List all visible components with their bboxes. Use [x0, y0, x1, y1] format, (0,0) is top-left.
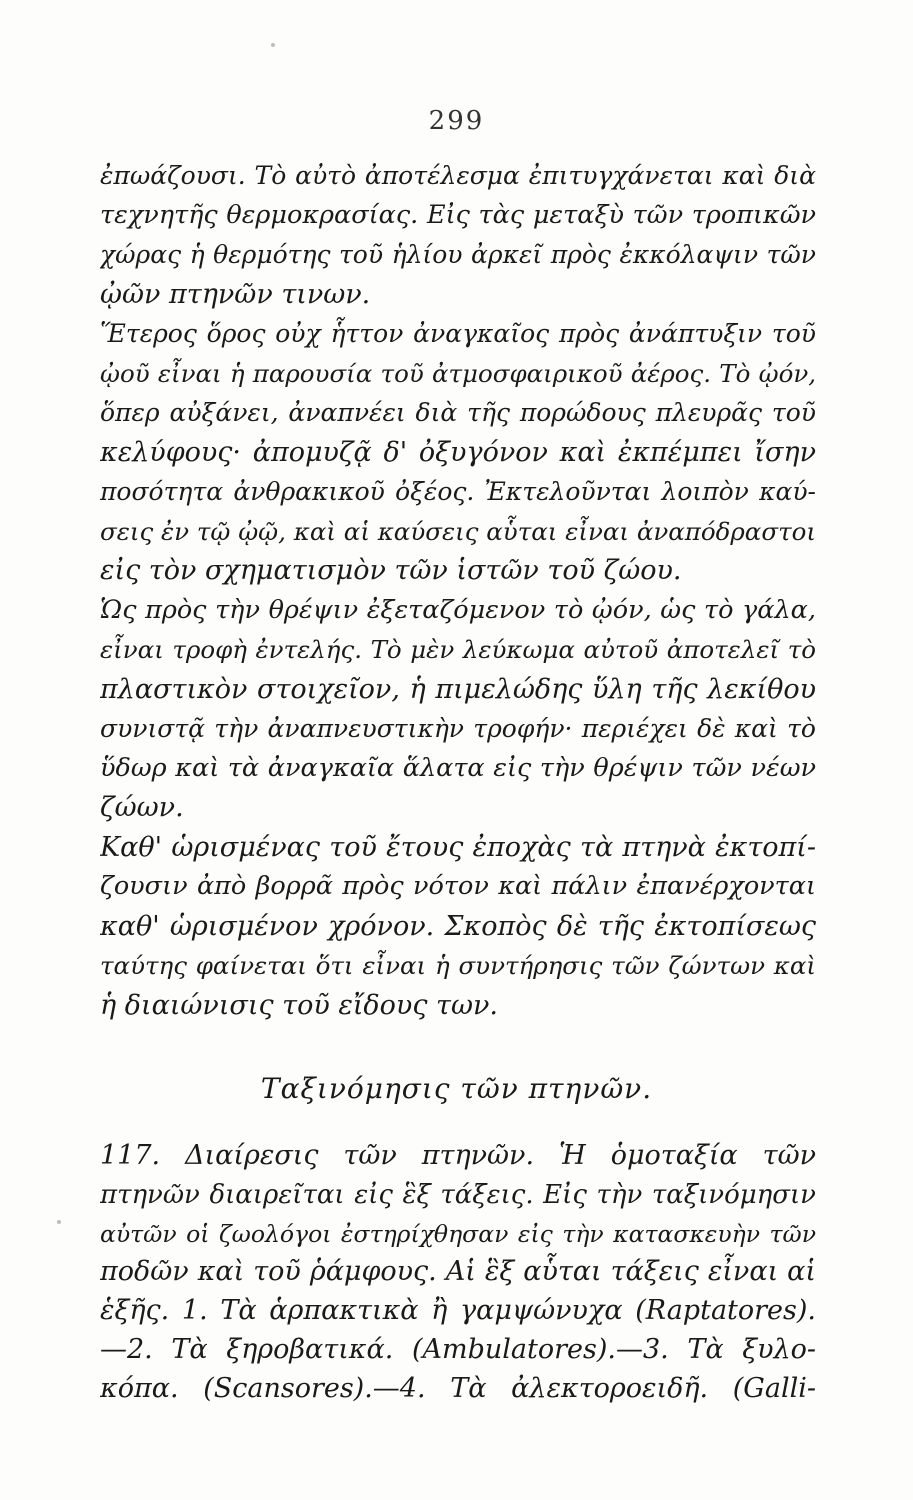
- text-line: Ἕτερος ὅρος οὐχ ἧττον ἀναγκαῖος πρὸς ἀνάπτυξιν τοῦ: [100, 319, 816, 348]
- text-line: εἶναι τροφὴ ἐντελής. Τὸ μὲν λεύκωμα αὐτοῦ ἀποτελεῖ τὸ: [100, 635, 816, 664]
- text-line: ἐπωάζουσι. Τὸ αὐτὸ ἀποτέλεσμα ἐπιτυγχάνεται καὶ διὰ: [100, 161, 816, 190]
- text-line: Καθ' ὡρισμένας τοῦ ἔτους ἐποχὰς τὰ πτηνὰ ἐκτοπί-: [100, 831, 816, 863]
- text-line: ὅπερ αὐξάνει, ἀναπνέει διὰ τῆς πορώδους πλευρᾶς τοῦ: [100, 398, 816, 427]
- text-line: ὕδωρ καὶ τὰ ἀναγκαῖα ἅλατα εἰς τὴν θρέψιν τῶν νέων: [100, 752, 816, 783]
- text-line: αὐτῶν οἱ ζωολόγοι ἐστηρίχθησαν εἰς τὴν κατασκευὴν τῶν: [100, 1219, 816, 1248]
- text-line: ζώων.: [100, 792, 184, 823]
- body-paragraphs: [100, 156, 816, 1025]
- text-line: ζουσιν ἀπὸ βορρᾶ πρὸς νότον καὶ πάλιν ἐπανέρχονται: [100, 871, 816, 901]
- text-line: 117. Διαίρεσις τῶν πτηνῶν. Ἡ ὁμοταξία τῶν: [100, 1140, 816, 1171]
- text-line: συνιστᾷ τὴν ἀναπνευστικὴν τροφήν· περιέχει δὲ καὶ τὸ: [100, 714, 816, 743]
- paper-speck: [271, 43, 275, 47]
- text-line: ἡ διαιώνισις τοῦ εἴδους των.: [100, 989, 498, 1021]
- text-line: εἰς τὸν σχηματισμὸν τῶν ἱστῶν τοῦ ζώου.: [100, 555, 682, 586]
- text-line: πτηνῶν διαιρεῖται εἰς ἓξ τάξεις. Εἰς τὴν ταξινόμησιν: [100, 1179, 816, 1210]
- text-line: πλαστικὸν στοιχεῖον, ἡ πιμελώδης ὕλη τῆς λεκίθου: [100, 673, 816, 705]
- text-line: χώρας ἡ θερμότης τοῦ ἡλίου ἀρκεῖ πρὸς ἐκκόλαψιν τῶν: [100, 240, 816, 269]
- text-line: σεις ἐν τῷ ᾠῷ, καὶ αἱ καύσεις αὗται εἶναι ἀναπόδραστοι: [100, 516, 816, 546]
- text-line: ποσότητα ἀνθρακικοῦ ὀξέος. Ἐκτελοῦνται λοιπὸν καύ-: [100, 477, 816, 506]
- paper-speck: [57, 1220, 61, 1224]
- text-line: ποδῶν καὶ τοῦ ῥάμφους. Αἱ ἓξ αὗται τάξεις εἶναι αἱ: [100, 1256, 816, 1288]
- text-line: ταύτης φαίνεται ὅτι εἶναι ἡ συντήρησις τῶν ζώντων καὶ: [100, 951, 816, 980]
- section-117: [100, 1137, 816, 1409]
- text-line: καθ' ὡρισμένον χρόνον. Σκοπὸς δὲ τῆς ἐκτοπίσεως: [100, 910, 816, 942]
- page-number: 299: [428, 106, 485, 136]
- text-line: τεχνητῆς θερμοκρασίας. Εἰς τὰς μεταξὺ τῶν τροπικῶν: [100, 199, 816, 230]
- text-line: Ὡς πρὸς τὴν θρέψιν ἐξεταζόμενον τὸ ᾠόν, ὡς τὸ γάλα,: [100, 594, 816, 625]
- section-heading: Ταξινόμησις τῶν πτηνῶν.: [260, 1072, 653, 1105]
- text-line: ᾠοῦ εἶναι ἡ παρουσία τοῦ ἀτμοσφαιρικοῦ ἀέρος. Τὸ ᾠόν,: [100, 358, 816, 388]
- text-line: ᾠῶν πτηνῶν τινων.: [100, 278, 371, 310]
- text-line: ἑξῆς. 1. Τὰ ἁρπακτικὰ ἢ γαμψώνυχα (Raptatores).: [100, 1295, 816, 1327]
- text-line: κόπα. (Scansores).—4. Τὰ ἀλεκτοροειδῆ. (Galli-: [100, 1372, 816, 1404]
- text-line: —2. Τὰ ξηροβατικά. (Ambulatores).—3. Τὰ ξυλο-: [100, 1333, 816, 1365]
- text-line: κελύφους· ἀπομυζᾷ δ' ὀξυγόνον καὶ ἐκπέμπει ἴσην: [100, 436, 816, 468]
